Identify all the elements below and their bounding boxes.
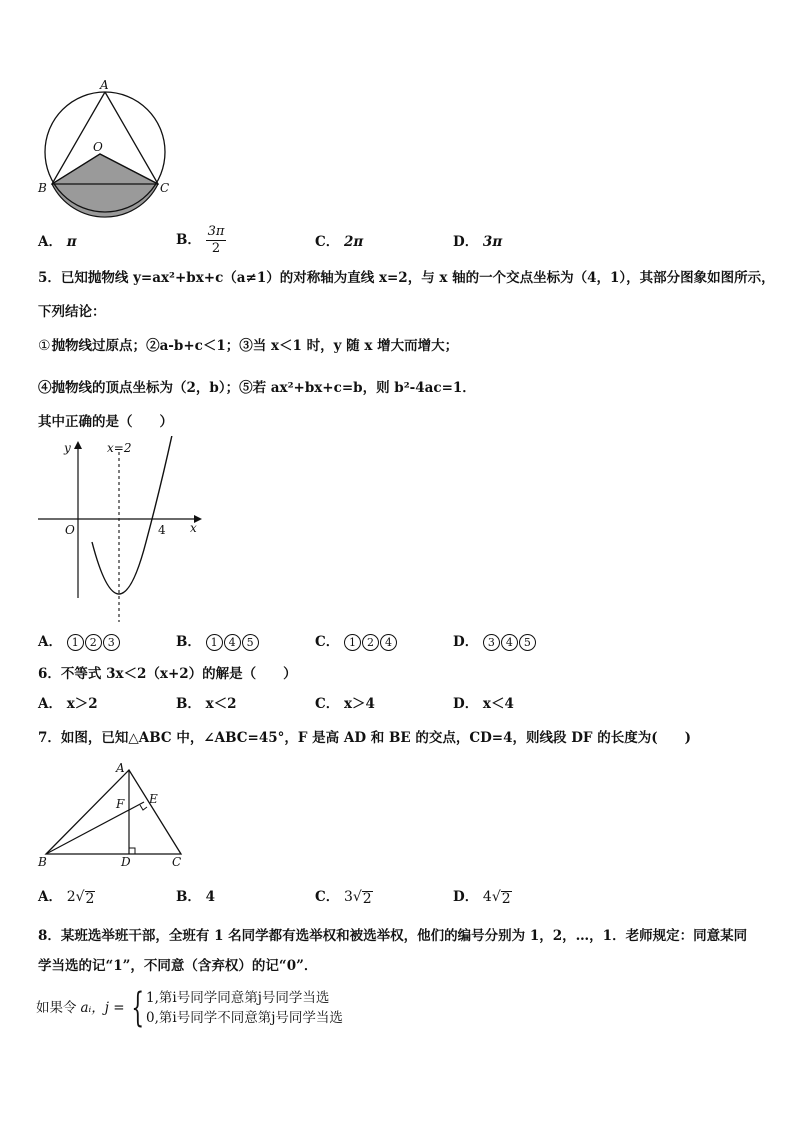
q7-option-c: C． 3 √ 2 xyxy=(315,889,372,907)
q7-option-d: D． 4 √ 2 xyxy=(453,889,511,907)
q6-option-c: C． x＞4 xyxy=(315,696,375,712)
case-2: 0,第i号同学不同意第j号同学当选 xyxy=(146,1010,343,1026)
case-1: 1,第i号同学同意第j号同学当选 xyxy=(146,990,330,1006)
q7-stem: 7．如图，已知△ABC 中，∠ABC=45°，F 是高 AD 和 BE 的交点，CD=4，则线段 DF 的长度为( ) xyxy=(38,730,691,746)
label-y: y xyxy=(64,441,71,455)
q4-option-b: B． $\frac{3\pi}{2}$ xyxy=(176,224,225,256)
q8-line1: 8．某班选举班干部，全班有 1 名同学都有选举权和被选举权，他们的编号分别为 1，2，…，1．老师规定：同意某同 xyxy=(38,928,748,944)
y-axis-arrow xyxy=(74,441,82,449)
label-d: D xyxy=(121,855,131,869)
q8-definition xyxy=(36,985,343,1031)
q4-option-c: C． 2π xyxy=(315,234,364,250)
label-axis-eq: x=2 xyxy=(107,441,132,455)
q4-circle-figure xyxy=(30,78,180,220)
right-angle-e xyxy=(140,805,147,810)
label-b: B xyxy=(38,855,47,869)
q5-line1: 5．已知抛物线 y=ax²+bx+c（a≠1）的对称轴为直线 x=2，与 x 轴的一个交点坐标为（4，1），其部分图象如图所示， xyxy=(38,270,775,286)
label-f: F xyxy=(116,797,125,811)
label-a: A xyxy=(100,78,109,92)
label-e: E xyxy=(149,792,158,806)
q6-option-a: A． x＞2 xyxy=(38,696,98,712)
q5-option-a: A． 1 2 3 xyxy=(38,632,121,652)
q5-option-c: C． 1 2 4 xyxy=(315,632,398,652)
parabola xyxy=(92,436,174,594)
cases xyxy=(146,988,343,1028)
q5-option-b: B． 1 4 5 xyxy=(176,632,260,652)
q5-line3: ①抛物线过原点；②a-b+c＜1；③当 x＜1 时，y 随 x 增大而增大； xyxy=(38,338,459,354)
q5-line2: 下列结论： xyxy=(38,304,106,320)
q6-stem: 6．不等式 3x＜2（x+2）的解是（ ） xyxy=(38,666,297,682)
q5-line5: 其中正确的是（ ） xyxy=(38,414,173,430)
label-o: O xyxy=(93,140,103,154)
label-c: C xyxy=(172,855,182,869)
q7-option-b: B． 4 xyxy=(176,889,216,905)
label-c: C xyxy=(160,181,170,195)
q6-option-d: D． x＜4 xyxy=(453,696,514,712)
q4-option-d: D． 3π xyxy=(453,234,503,250)
q6-option-b: B． x＜2 xyxy=(176,696,237,712)
q7-triangle-figure xyxy=(34,758,194,870)
q5-option-d: D． 3 4 5 xyxy=(453,632,537,652)
shaded-segment xyxy=(52,154,158,217)
label-b: B xyxy=(38,181,47,195)
q7-option-a: A． 2 √ 2 xyxy=(38,889,95,907)
if-text: 如果令 xyxy=(36,1000,77,1016)
variable: aᵢ，j = xyxy=(80,1000,125,1016)
q4-option-a: A． π xyxy=(38,234,77,250)
fraction: $\frac{3\pi}{2}$ xyxy=(207,224,225,256)
triangle-abc xyxy=(46,770,181,854)
right-angle-d xyxy=(129,848,135,854)
q5-parabola-graph xyxy=(34,436,204,622)
label-x: x xyxy=(190,521,197,535)
label-origin: O xyxy=(65,523,75,537)
q5-line4: ④抛物线的顶点坐标为（2，b）；⑤若 ax²+bx+c=b，则 b²-4ac=1． xyxy=(38,380,476,396)
label-four: 4 xyxy=(158,523,166,537)
brace: { xyxy=(130,985,144,1031)
q8-line2: 学当选的记“1”，不同意（含弃权）的记“0”． xyxy=(38,958,318,974)
label-a: A xyxy=(116,761,125,775)
